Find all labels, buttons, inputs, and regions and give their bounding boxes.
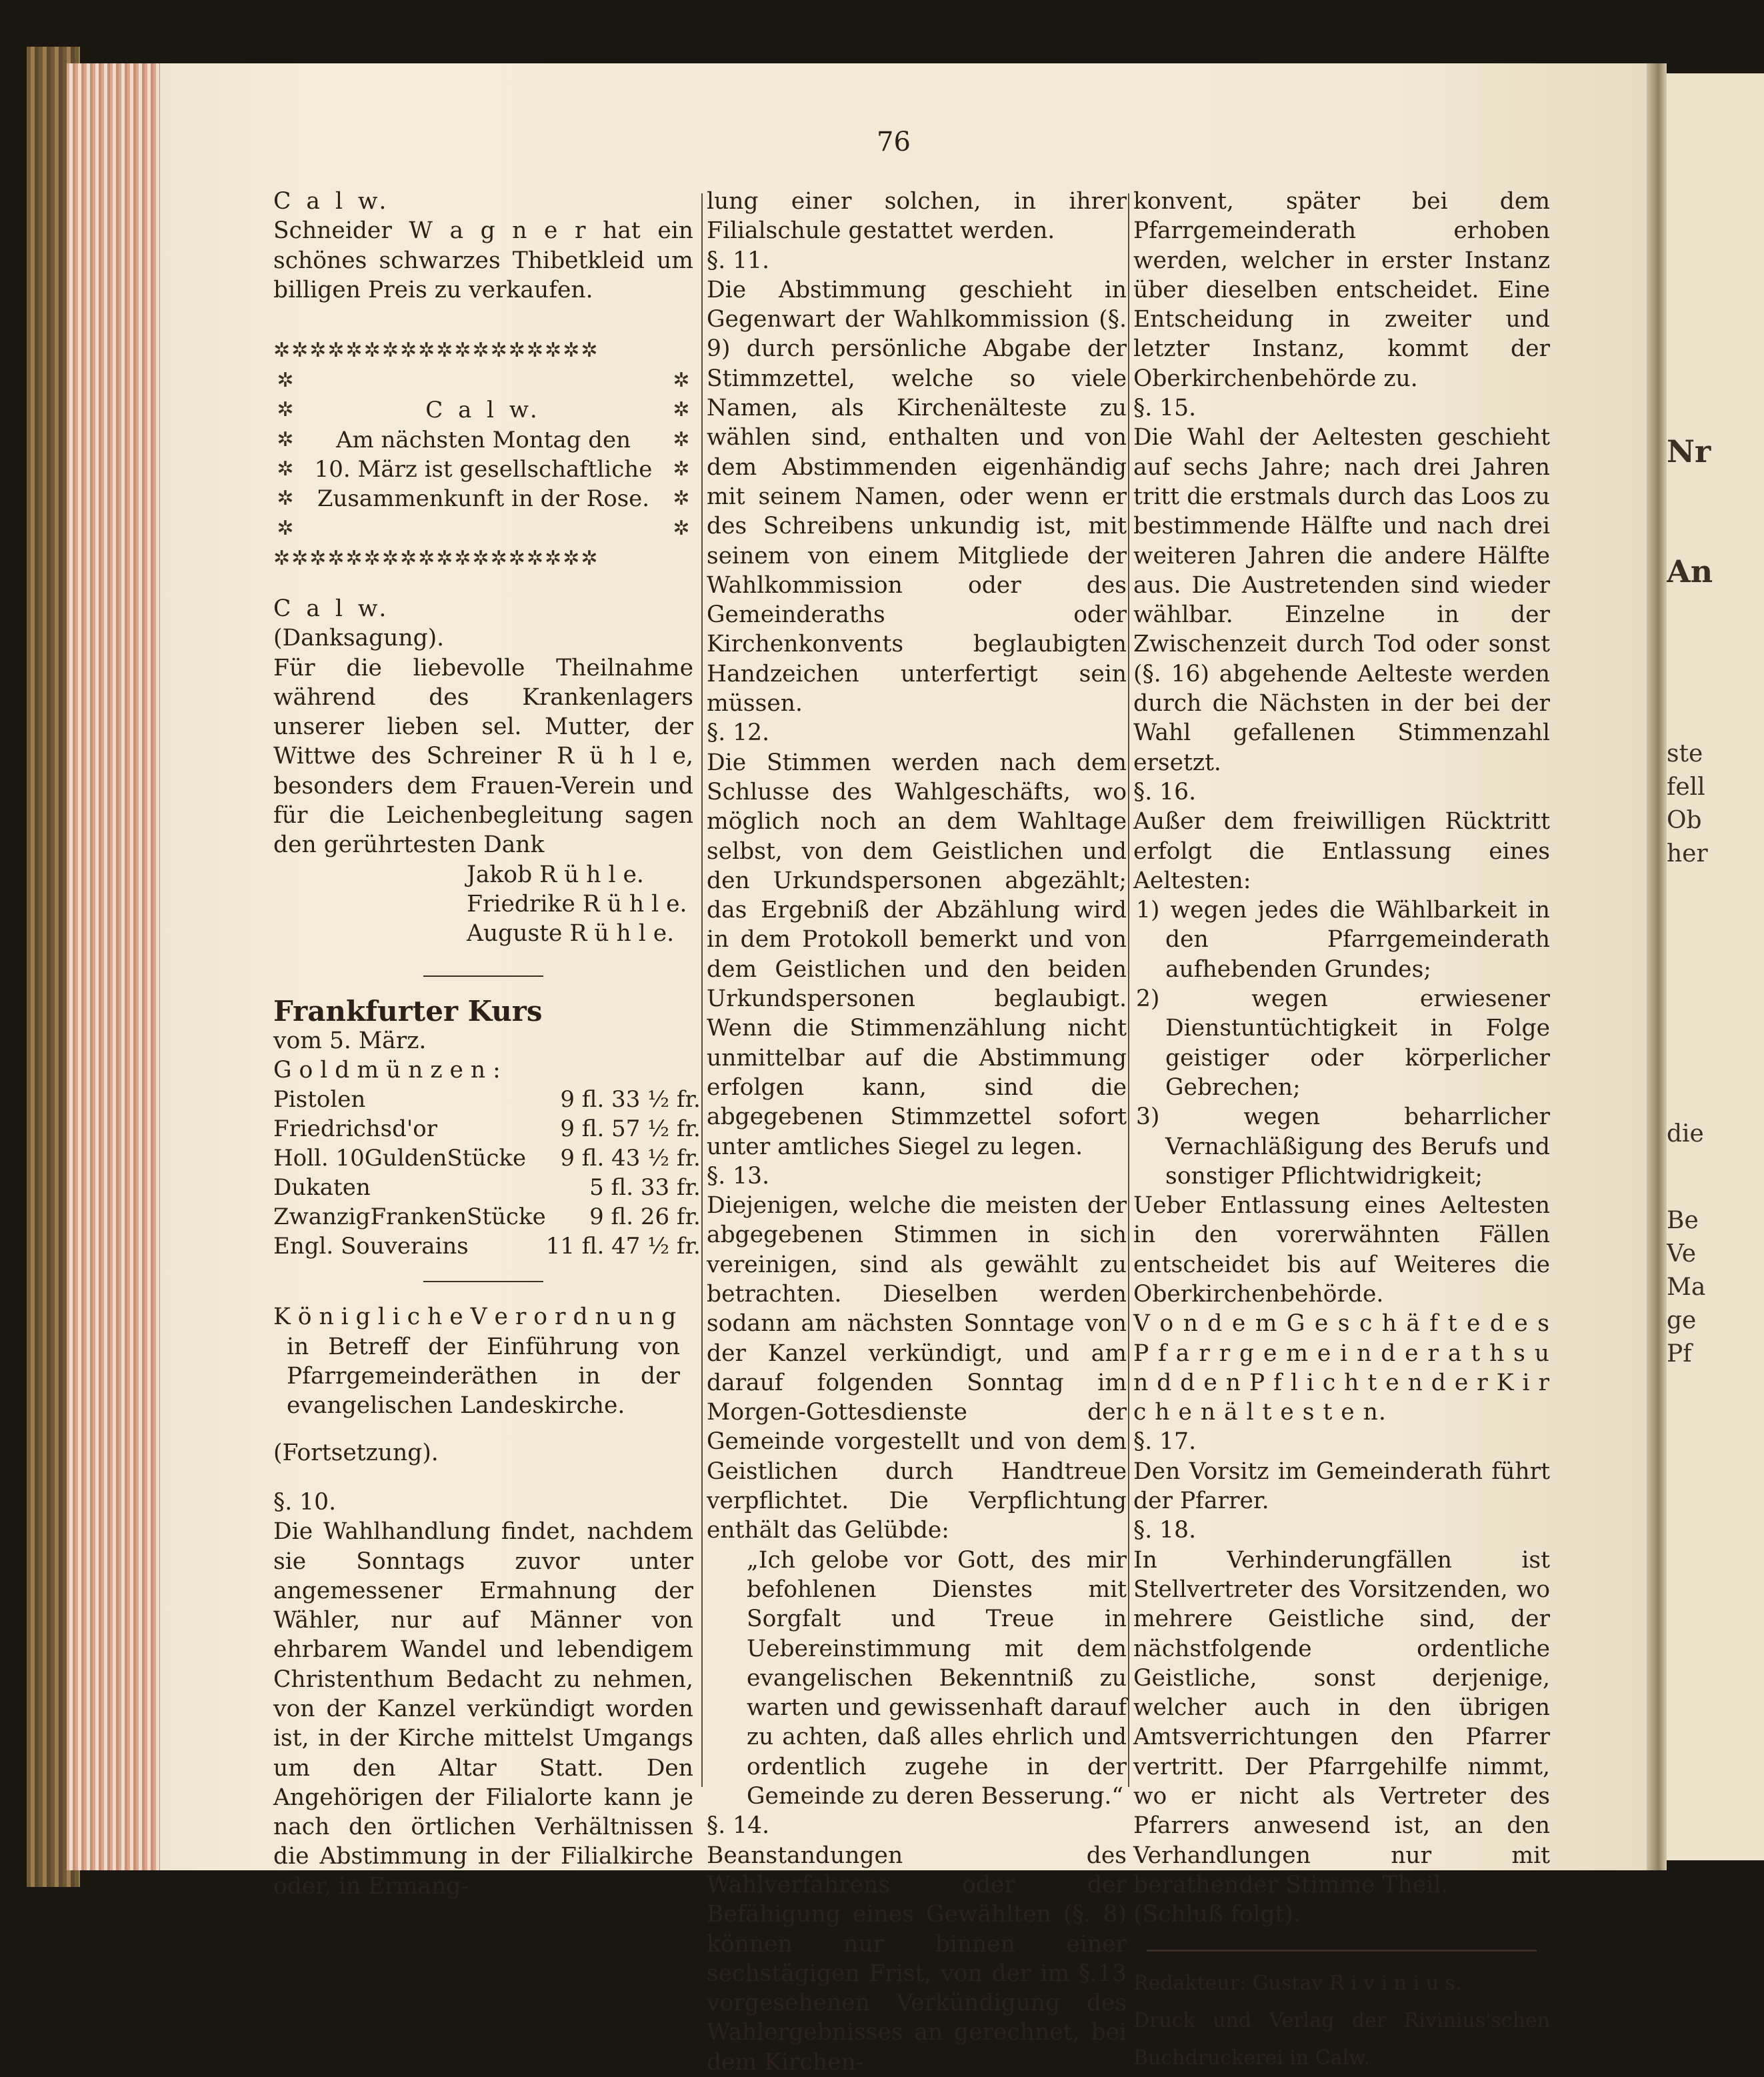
next-page-word: her (1667, 840, 1708, 867)
star-icon: ✲ (277, 427, 294, 451)
star-icon: ✲ (277, 487, 294, 511)
next-page-word: ste (1667, 740, 1703, 767)
coin-name: Engl. Souverains (273, 1233, 469, 1260)
continuation-note: (Fortsetzung). (273, 1439, 439, 1466)
list-item: 1) wegen jedes die Wählbarkeit in den Pfarrgemeinderath aufhebenden Grundes; (1136, 897, 1550, 983)
coin-value: 9 fl. 33 ½ fr. (560, 1086, 701, 1114)
kurs-date: vom 5. März. (273, 1027, 427, 1054)
verordnung-subtitle: in Betreff der Einführung von Pfarrgemeinderäthen in der evangelischen Landeskirche. (287, 1333, 680, 1420)
next-page-word: Ve (1667, 1240, 1696, 1268)
section-number: §. 17. (1133, 1428, 1197, 1456)
section-text: Außer dem freiwilligen Rücktritt erfolgt die Entlassung eines Aeltesten: (1133, 808, 1550, 894)
star-icon: ✲ (277, 516, 294, 540)
star-icon: ✲ (673, 487, 690, 511)
kurs-table (273, 1085, 701, 1261)
next-page-fragment (1667, 73, 1764, 1860)
star-icon: ✲ (277, 369, 294, 393)
ad-line: 10. März ist gesellschaftliche (314, 456, 653, 483)
star-icon: ✲ (673, 369, 690, 393)
section-text: Diejenigen, welche die meisten der abgegebenen Stimmen in sich vereinigen, sind als gewählt zu betrachten. Dieselben werden sodann am nächsten Sonntage von der Kanzel verkündigt, und am darauf folgenden Sonntag im Morgen-Gottesdienste der Gemeinde vorgestellt und von dem Geistlichen durch Handtreue verpflichtet. Die Verpflichtung enthält das Gelübde: (707, 1192, 1127, 1544)
next-page-word: ge (1667, 1307, 1697, 1334)
list-item: 2) wegen erwiesener Dienstuntüchtigkeit in Folge geistiger oder körperlicher Gebrechen; (1136, 985, 1550, 1101)
signer: Auguste R ü h l e. (467, 920, 675, 947)
table-row (273, 1144, 701, 1173)
coin-value: 9 fl. 43 ½ fr. (560, 1145, 701, 1172)
section-text: Die Wahlhandlung findet, nachdem sie Sonntags zuvor unter angemessener Ermahnung der Wähler, nur auf Männer von ehrbarem Wandel und lebendigem Christenthum Bedacht zu nehmen, von der Kanzel verkündigt worden ist, in der Kirche mittelst Umgangs um den Altar Statt. Den Angehörigen der Filialorte kann je nach den örtlichen Verhältnissen die Abstimmung in der Filialkirche oder, in Ermang- (273, 1518, 693, 1900)
table-row (273, 1232, 701, 1261)
section-number: §. 10. (273, 1488, 337, 1516)
coin-name: Holl. 10GuldenStücke (273, 1145, 527, 1172)
coin-name: ZwanzigFrankenStücke (273, 1204, 546, 1231)
kurs-title: Frankfurter Kurs (273, 994, 543, 1027)
next-page-word: Nr (1667, 433, 1711, 469)
section-text: Den Vorsitz im Gemeinderath führt der Pfarrer. (1133, 1458, 1550, 1515)
ad-text: Für die liebevolle Theilnahme während des Krankenlagers unserer lieben sel. Mutter, der Wittwe des Schreiner R ü h l e, besonders dem Frauen-Verein und für die Leichenbegleitung sagen den gerührtesten Dank (273, 654, 693, 859)
section-number: §. 11. (707, 247, 770, 274)
column-rule (701, 193, 703, 1787)
section-number: §. 18. (1133, 1517, 1197, 1544)
next-page-word: An (1667, 553, 1713, 589)
section-text: Die Wahl der Aeltesten geschieht auf sechs Jahre; nach drei Jahren tritt die erstmals durch das Loos zu bestimmende Hälfte und nach drei weiteren Jahren die andere Hälfte aus. Die Austretenden sind wieder wählbar. Einzelne in der Zwischenzeit durch Tod oder sonst (§. 16) abgehende Aelteste werden durch die Nächsten in der bei der Wahl gefallenen Stimmenzahl ersetzt. (1133, 424, 1550, 776)
next-page-word: Ma (1667, 1274, 1706, 1301)
table-row (273, 1085, 701, 1114)
section-number: §. 12. (707, 719, 770, 747)
frankfurter-kurs (273, 994, 701, 1262)
star-icon: ✲ (673, 516, 690, 540)
section-number: §. 16. (1133, 778, 1197, 805)
ad-title: C a l w. (425, 397, 541, 424)
star-icon: ✲ (277, 398, 294, 422)
column-rule (1128, 193, 1129, 1787)
ad-wagner (273, 187, 693, 305)
next-page-word: Ob (1667, 807, 1702, 834)
ad-title: C a l w. (273, 188, 391, 215)
section-text: Die Abstimmung geschieht in Gegenwart der Wahlkommission (§. 9) durch persönliche Abgabe der Stimmzettel, welche so viele Namen, als Kirchenälteste zu wählen sind, enthalten und von dem Abstimmenden eigenhändig mit seinem Namen, oder wenn er des Schreibens unkundig ist, mit seinem von einem Mitgliede der Wahlkommission oder des Gemeinderaths oder Kirchenkonvents beglaubigten Handzeichen unterfertigt sein müssen. (707, 276, 1127, 717)
oath-text: „Ich gelobe vor Gott, des mir befohlenen Dienstes mit Sorgfalt und Treue in Uebereinstimmung mit dem evangelischen Bekenntniß zu warten und gewissenhaft darauf zu achten, daß alles ehrlich und ordentlich zugehe in der Gemeinde zu deren Besserung.“ (747, 1546, 1127, 1810)
imprint-line: Druck und Verlag der Rivinius'schen Buchdruckerei in Calw. (1133, 2008, 1550, 2070)
next-page-word: Be (1667, 1207, 1699, 1234)
coin-value: 5 fl. 33 fr. (589, 1174, 701, 1202)
table-row (273, 1114, 701, 1144)
section-number: §. 15. (1133, 395, 1197, 422)
next-page-word: die (1667, 1120, 1704, 1148)
section-text: Ueber Entlassung eines Aeltesten in den vorerwähnten Fällen entscheidet bis auf Weiteres die Oberkirchenbehörde. (1133, 1192, 1550, 1308)
next-page-word: Pf (1667, 1340, 1692, 1368)
coin-name: Dukaten (273, 1174, 371, 1202)
column-3 (1133, 187, 1550, 2077)
coin-name: Friedrichsd'or (273, 1116, 437, 1143)
section-number: §. 13. (707, 1162, 770, 1190)
star-icon: ✲ (673, 427, 690, 451)
table-row (273, 1173, 701, 1202)
star-border-top: ✲✲✲✲✲✲✲✲✲✲✲✲✲✲✲✲✲✲ (273, 339, 599, 363)
column-2 (707, 187, 1127, 2077)
coin-value: 9 fl. 26 fr. (589, 1204, 701, 1231)
section-number: §. 14. (707, 1812, 770, 1840)
section-text: konvent, später bei dem Pfarrgemeinderath erhoben werden, welcher in erster Instanz über dieselben entscheidet. Eine Entscheidung in zweiter und letzter Instanz, kommt der Oberkirchenbehörde zu. (1133, 188, 1550, 392)
table-row (273, 1202, 701, 1232)
page-edges (67, 63, 167, 1870)
chapter-heading: V o n d e m G e s c h ä f t e d e s P f a r r g e m e i n d e r a t h s u n d d e n P f l i c h t e n d e r K i r c h e n ä l t e s t e n. (1133, 1310, 1550, 1426)
section-text: Die Stimmen werden nach dem Schlusse des Wahlgeschäfts, wo möglich noch an dem Wahltage selbst, von dem Geistlichen und den Urkundspersonen abgezählt; das Ergebniß der Abzählung wird in dem Protokoll bemerkt und von dem Geistlichen und den beiden Urkundspersonen beglaubigt. Wenn die Stimmenzählung nicht unmittelbar auf die Abstimmung erfolgen kann, sind die abgegebenen Stimmzettel sofort unter amtliches Siegel zu legen. (707, 749, 1127, 1160)
coin-value: 9 fl. 57 ½ fr. (560, 1116, 701, 1143)
section-text: lung einer solchen, in ihrer Filialschule gestattet werden. (707, 188, 1127, 245)
ad-line: Zusammenkunft in der Rose. (317, 485, 650, 513)
ad-text: Schneider W a g n e r hat ein schönes schwarzes Thibetkleid um billigen Preis zu verkaufen. (273, 217, 693, 303)
separator-rule (423, 975, 543, 977)
column-1 (273, 187, 701, 1901)
ad-line: Am nächsten Montag den (335, 426, 631, 453)
star-icon: ✲ (673, 457, 690, 481)
ad-subtitle: (Danksagung). (273, 625, 445, 652)
dismissal-list (1133, 895, 1550, 1191)
signer: Jakob R ü h l e. (467, 861, 644, 888)
to-be-continued: (Schluß folgt). (1133, 1901, 1301, 1928)
section-text: In Verhinderungfällen ist Stellvertreter des Vorsitzenden, wo mehrere Geistliche sind, der nächstfolgende ordentliche Geistliche, sonst derjenige, welcher auch in den übrigen Amtsverrichtungen den Pfarrer vertritt. Der Pfarrgehilfe nimmt, wo er nicht als Vertreter des Pfarrers anwesend ist, an den Verhandlungen nur mit berathender Stimme Theil. (1133, 1546, 1550, 1898)
book-gutter (1647, 63, 1667, 1870)
verordnung-title: K ö n i g l i c h e V e r o r d n u n g (273, 1304, 677, 1331)
star-border-bottom: ✲✲✲✲✲✲✲✲✲✲✲✲✲✲✲✲✲✲ (273, 546, 599, 570)
ad-title: C a l w. (273, 595, 391, 622)
section-text: Beanstandungen des Wahlverfahrens oder der Befähigung eines Gewählten (§. 8) können nur binnen einer sechstägigen Frist, von der im §.13 vorgesehenen Verkündigung des Wahlergebnisses an gerechnet, bei dem Kirchen- (707, 1842, 1127, 2076)
star-icon: ✲ (673, 398, 690, 422)
coin-name: Pistolen (273, 1086, 366, 1114)
signer: Friedrike R ü h l e. (467, 890, 687, 917)
list-item: 3) wegen beharrlicher Vernachläßigung des Berufs und sonstiger Pflichtwidrigkeit; (1136, 1104, 1550, 1190)
separator-rule (423, 1281, 543, 1282)
kurs-subtitle: G o l d m ü n z e n : (273, 1057, 501, 1084)
redakteur-line: Redakteur: Gustav R i v i n i u s. (1133, 1971, 1462, 1995)
ad-danksagung (273, 594, 693, 949)
star-icon: ✲ (277, 457, 294, 481)
page-number: 76 (877, 127, 911, 157)
coin-value: 11 fl. 47 ½ fr. (545, 1233, 701, 1260)
verordnung (273, 1302, 693, 1901)
ad-rose-frame (273, 335, 693, 574)
next-page-word: fell (1667, 773, 1705, 801)
footer-rule (1147, 1950, 1537, 1952)
